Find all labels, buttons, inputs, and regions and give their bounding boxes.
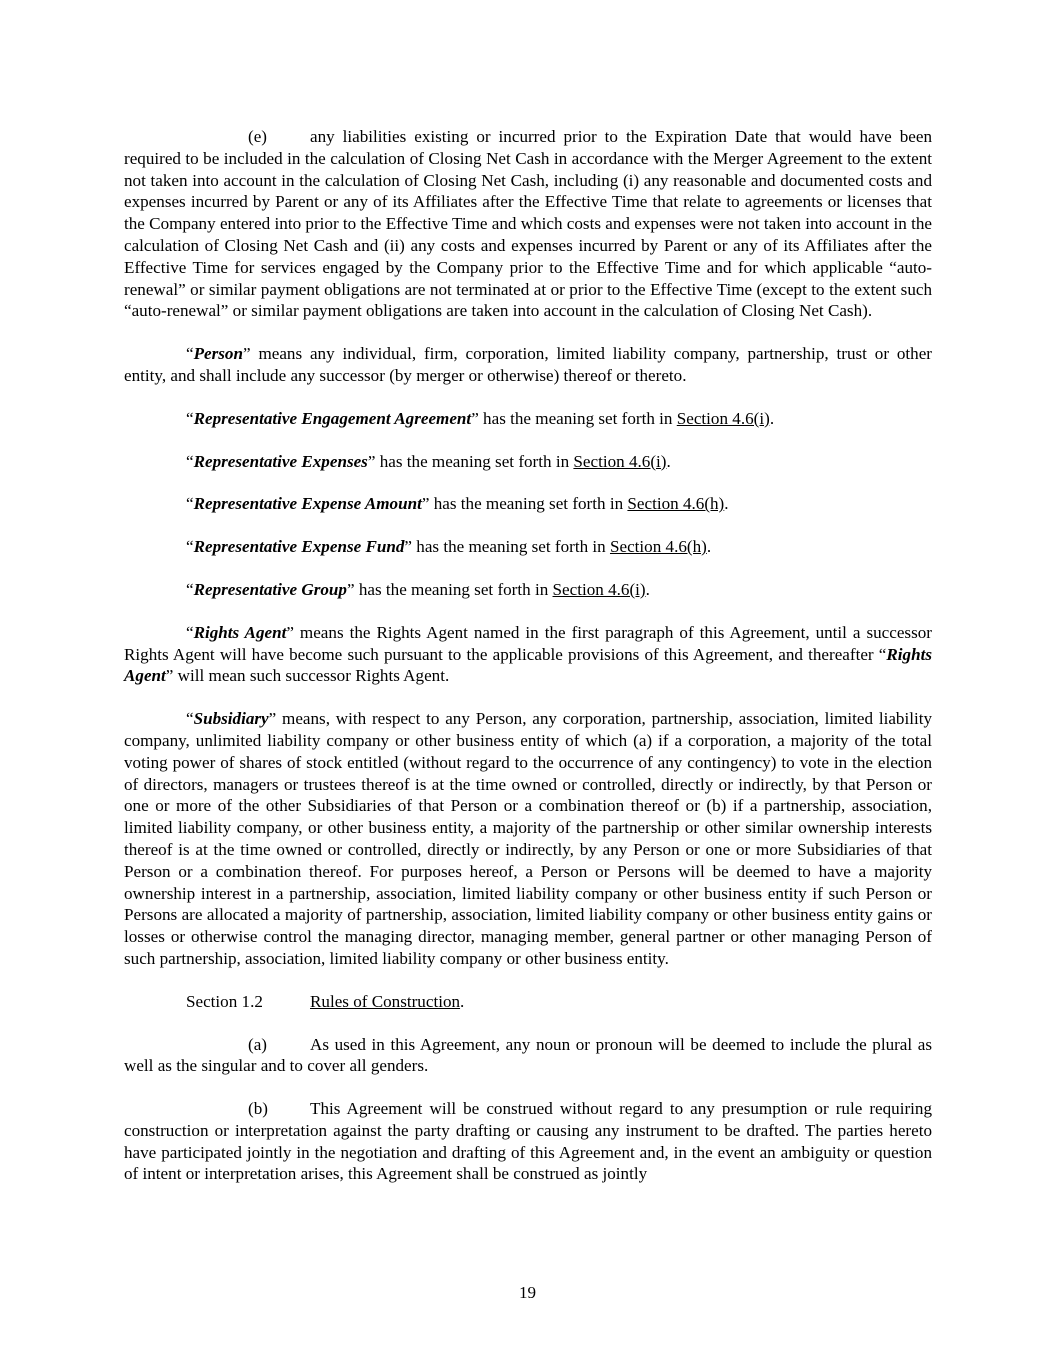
- definition-text: has the meaning set forth in: [429, 494, 628, 514]
- term-subsidiary: Subsidiary: [193, 709, 269, 729]
- section-title: Rules of Construction: [310, 991, 461, 1011]
- definition-text: has the meaning set forth in: [412, 537, 610, 557]
- definition-representative-expense-fund: “Representative Expense Fund” has the meaning set forth in Section 4.6(h).: [186, 537, 712, 557]
- definition-text: has the meaning set forth in: [375, 451, 574, 471]
- definition-subsidiary-text: means, with respect to any Person, any corporation, partnership, association, limited liability company, unlimited liability company or other business entity of which (a) if a corporation, a majority of the total voting power of shares of stock entitled (without regard to the occurrence of any contingency) to vote in the election of directors, managers or trustees thereof is at the time owned or controlled, directly or indirectly, by that Person or one or more of the other Subsidiaries of that Person or a combination thereof or (b) if a partnership, association, limited liability company, or other business entity, a majority of the partnership or other similar ownership interests thereof is at the time owned or controlled, directly or indirectly, by any Person or one or more Subsidiaries of that Person or a combination thereof. For purposes hereof, a Person or Persons will be deemed to have a majority ownership interest in a partnership, association, limited liability company or other business entity if such Person or Persons are allocated a majority of partnership, association, limited liability company or other business entity gains or losses or otherwise control the managing director, managing member, general partner or other managing Person of such partnership, association, limited liability company or other business entity.: [124, 709, 932, 968]
- clause-b: [124, 1098, 932, 1185]
- definition-person: “Person” means any individual, firm, corporation, limited liability company, partnership, trust or other entity, and shall include any successor (by merger or otherwise) thereof or thereto.: [124, 344, 932, 385]
- definition-representative-engagement-agreement: “Representative Engagement Agreement” has the meaning set forth in Section 4.6(i).: [186, 408, 775, 428]
- definition-rights-agent-text: means the Rights Agent named in the first paragraph of this Agreement, until a successor Rights Agent will have become such pursuant to the applicable provisions of this Agreement, and thereafter “: [124, 622, 932, 664]
- clause-a: [124, 1034, 932, 1078]
- term-representative-group: Representative Group: [193, 579, 347, 599]
- page-number: 19: [518, 1283, 537, 1302]
- document-body: [124, 126, 932, 1206]
- definition-text: has the meaning set forth in: [478, 408, 677, 428]
- clause-a-label: (a): [248, 1034, 267, 1054]
- definition-rights-agent-text-end: ” will mean such successor Rights Agent.: [165, 666, 450, 686]
- section-number: Section 1.2: [186, 991, 263, 1011]
- definition-representative-expenses: “Representative Expenses” has the meaning set forth in Section 4.6(i).: [186, 451, 671, 471]
- section-heading-1-2: Section 1.2 Rules of Construction.: [186, 991, 465, 1011]
- term-rights-agent-repeat: Rights Agent: [124, 644, 932, 686]
- term-person: Person: [193, 344, 243, 364]
- definition-representative-group: “Representative Group” has the meaning set forth in Section 4.6(i).: [186, 579, 650, 599]
- section-reference: Section 4.6(i): [676, 408, 770, 428]
- definition-person-text: means any individual, firm, corporation, limited liability company, partnership, trust or other entity, and shall include any successor (by merger or otherwise) thereof or thereto.: [124, 344, 932, 385]
- definition-rights-agent: “Rights Agent” means the Rights Agent named in the first paragraph of this Agreement, until a successor Rights Agent will have become such pursuant to the applicable provisions of this Agreement, and thereafter “Rights Agent” will mean such successor Rights Agent.: [124, 622, 932, 686]
- section-reference: Section 4.6(i): [552, 579, 646, 599]
- definition-subsidiary: “Subsidiary” means, with respect to any Person, any corporation, partnership, association, limited liability company, unlimited liability company or other business entity of which (a) if a corporation, a majority of the total voting power of shares of stock entitled (without regard to the occurrence of any contingency) to vote in the election of directors, managers or trustees thereof is at the time owned or controlled, directly or indirectly, by that Person or one or more of the other Subsidiaries of that Person or a combination thereof or (b) if a partnership, association, limited liability company, or other business entity, a majority of the partnership or other similar ownership interests thereof is at the time owned or controlled, directly or indirectly, by any Person or one or more Subsidiaries of that Person or a combination thereof. For purposes hereof, a Person or Persons will be deemed to have a majority ownership interest in a partnership, association, limited liability company or other business entity if such Person or Persons are allocated a majority of partnership, association, limited liability company or other business entity gains or losses or otherwise control the managing director, managing member, general partner or other managing Person of such partnership, association, limited liability company or other business entity.: [124, 709, 932, 968]
- section-reference: Section 4.6(h): [627, 494, 725, 514]
- definition-representative-expense-amount: “Representative Expense Amount” has the meaning set forth in Section 4.6(h).: [186, 494, 729, 514]
- section-reference: Section 4.6(h): [609, 537, 707, 557]
- clause-e-label: (e): [248, 127, 267, 146]
- clause-b-label: (b): [248, 1099, 268, 1119]
- clause-e: [124, 126, 932, 322]
- clause-b-text: This Agreement will be construed without regard to any presumption or rule requiring construction or interpretation against the party drafting or causing any instrument to be drafted. The parties hereto have participated jointly in the negotiation and drafting of this Agreement and, in the event an ambiguity or question of intent or interpretation arises, this Agreement shall be construed as jointly: [124, 1099, 932, 1184]
- term-representative-expense-fund: Representative Expense Fund: [193, 537, 405, 557]
- term-representative-expenses: Representative Expenses: [193, 451, 368, 471]
- clause-e-text: any liabilities existing or incurred prior to the Expiration Date that would have been required to be included in the calculation of Closing Net Cash in accordance with the Merger Agreement to the extent not taken into account in the calculation of Closing Net Cash, including (i) any reasonable and documented costs and expenses incurred by Parent or any of its Affiliates after the Effective Time that relate to agreements or licenses that the Company entered into prior to the Effective Time and which costs and expenses were not taken into account in the calculation of Closing Net Cash and (ii) any costs and expenses incurred by Parent or any of its Affiliates after the Effective Time for services engaged by the Company prior to the Effective Time and for which applicable “auto-renewal” or similar payment obligations are not terminated at or prior to the Effective Time (except to the extent such “auto-renewal” or similar payment obligations are taken into account in the calculation of Closing Net Cash).: [124, 127, 932, 321]
- clause-a-text: As used in this Agreement, any noun or pronoun will be deemed to include the plural as well as the singular and to cover all genders.: [124, 1034, 932, 1076]
- term-rights-agent: Rights Agent: [193, 622, 287, 642]
- term-representative-engagement-agreement: Representative Engagement Agreement: [193, 408, 472, 428]
- section-reference: Section 4.6(i): [573, 451, 667, 471]
- definition-text: has the meaning set forth in: [354, 579, 553, 599]
- term-representative-expense-amount: Representative Expense Amount: [193, 494, 422, 514]
